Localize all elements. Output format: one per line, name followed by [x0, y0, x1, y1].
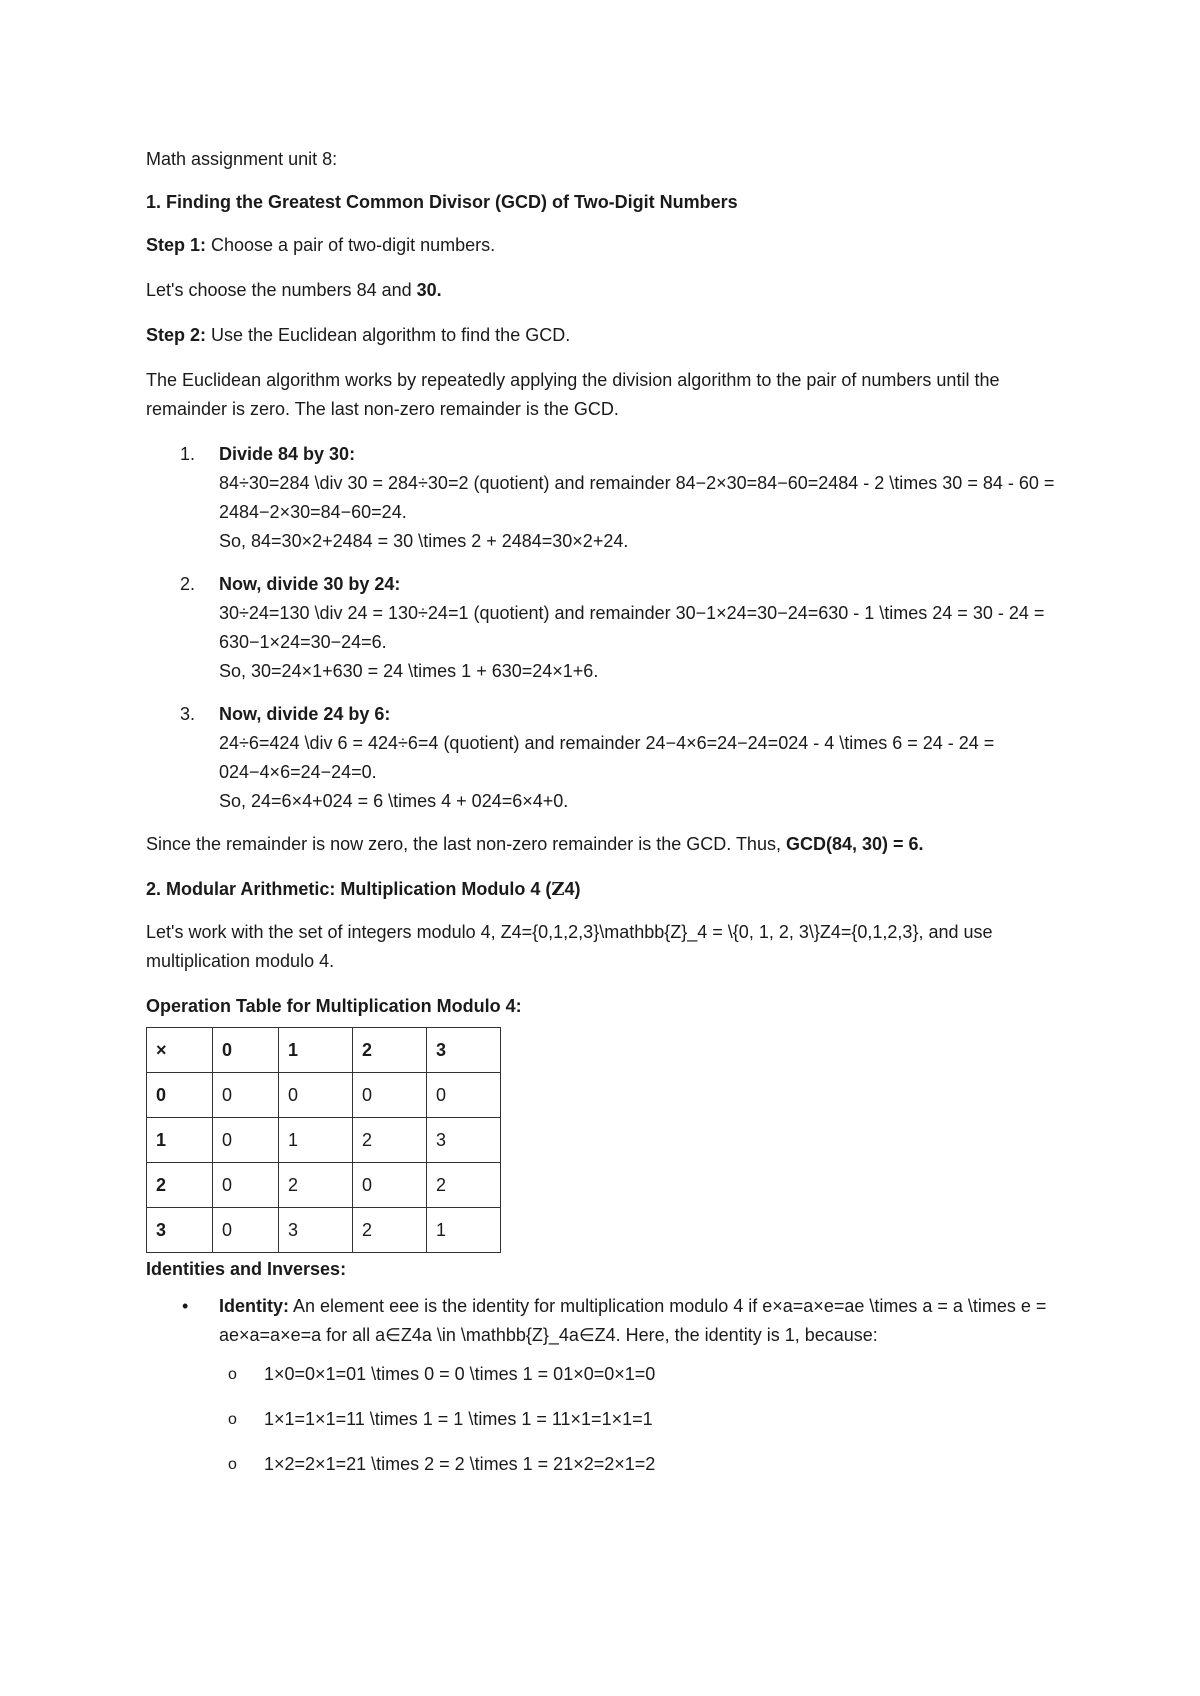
euclid-step: [146, 440, 1066, 556]
table-header-cell: 1: [279, 1028, 353, 1073]
table-cell: 0: [213, 1118, 279, 1163]
section2-heading-post: 4): [564, 879, 581, 899]
identity-text: An element eee is the identity for multiplication modulo 4 if e×a=a×e=ae \times a = a \times e = ae×a=a×e=a for all a∈Z4a \in \mathbb{Z}_4a∈Z4. Here, the identity is 1, because:: [219, 1296, 1047, 1345]
choose-pre: Let's choose the numbers: [146, 280, 357, 300]
table-header-cell: ×: [147, 1028, 213, 1073]
euclid-steps-list: [146, 440, 1066, 816]
step2-label: Step 2:: [146, 325, 207, 345]
step-title: Now, divide 24 by 6:: [219, 704, 391, 724]
table-row: [147, 1208, 501, 1253]
step-calculation: 30÷24=130 \div 24 = 130÷24=1 (quotient) and remainder 30−1×24=30−24=630 - 1 \times 24 = 30 - 24 = 630−1×24=30−24=6.: [219, 603, 1045, 652]
gcd-conclusion: [146, 830, 1066, 859]
step2-paragraph: [146, 321, 1066, 350]
table-cell: 3: [279, 1208, 353, 1253]
table-cell: 2: [353, 1118, 427, 1163]
section2-heading-pre: 2. Modular Arithmetic: Multiplication Modulo 4 (: [146, 879, 552, 899]
step-number: 2.: [180, 574, 196, 594]
step-title: Divide 84 by 30:: [219, 444, 356, 464]
step1-paragraph: [146, 231, 1066, 260]
step-number: 1.: [180, 444, 196, 464]
choose-numbers-paragraph: [146, 276, 1066, 305]
euclid-intro: The Euclidean algorithm works by repeatedly applying the division algorithm to the pair of numbers until the remainder is zero. The last non-zero remainder is the GCD.: [146, 370, 1000, 419]
identity-example: [219, 1405, 1066, 1434]
step-calculation: 84÷30=284 \div 30 = 284÷30=2 (quotient) and remainder 84−2×30=84−60=2484 - 2 \times 30 = 84 - 60 = 2484−2×30=84−60=24.: [219, 473, 1055, 522]
table-cell: 0: [213, 1163, 279, 1208]
table-cell: 0: [213, 1073, 279, 1118]
table-cell: 0: [353, 1073, 427, 1118]
document-body: [146, 145, 1066, 1495]
table-header-row: [147, 1028, 501, 1073]
table-row-header: 3: [147, 1208, 213, 1253]
table-row-header: 0: [147, 1073, 213, 1118]
table-row: [147, 1118, 501, 1163]
step1-label: Step 1:: [146, 235, 207, 255]
step-number: 3.: [180, 704, 196, 724]
step-title: Now, divide 30 by 24:: [219, 574, 401, 594]
number-b: 30.: [416, 280, 442, 300]
identity-example: [219, 1450, 1066, 1479]
table-cell: 0: [427, 1073, 501, 1118]
table-cell: 1: [427, 1208, 501, 1253]
multiplication-table: [146, 1027, 501, 1253]
step-result: So, 24=6×4+024 = 6 \times 4 + 024=6×4+0.: [219, 791, 569, 811]
step-result: So, 84=30×2+2484 = 30 \times 2 + 2484=30×2+24.: [219, 531, 629, 551]
step-calculation: 24÷6=424 \div 6 = 424÷6=4 (quotient) and remainder 24−4×6=24−24=024 - 4 \times 6 = 24 - 24 = 024−4×6=24−24=0.: [219, 733, 995, 782]
integers-z-symbol: Z: [551, 879, 565, 900]
example-text: 1×2=2×1=21 \times 2 = 2 \times 1 = 21×2=2×1=2: [264, 1454, 656, 1474]
euclid-step: [146, 700, 1066, 816]
choose-and: and: [376, 280, 417, 300]
table-cell: 0: [213, 1208, 279, 1253]
step-result: So, 30=24×1+630 = 24 \times 1 + 630=24×1+6.: [219, 661, 599, 681]
table-cell: 0: [353, 1163, 427, 1208]
table-cell: 2: [279, 1163, 353, 1208]
table-cell: 0: [279, 1073, 353, 1118]
bullet-icon: •: [182, 1296, 189, 1316]
step2-text: Use the Euclidean algorithm to find the GCD.: [206, 325, 571, 345]
table-header-cell: 2: [353, 1028, 427, 1073]
table-cell: 1: [279, 1118, 353, 1163]
number-a: 84: [356, 280, 377, 300]
section2-heading: [146, 875, 1066, 904]
identities-list: [146, 1292, 1066, 1479]
modulo-intro: Let's work with the set of integers modulo 4, Z4={0,1,2,3}\mathbb{Z}_4 = \{0, 1, 2, 3\}Z4={0,1,2,3}, and use multiplication modulo 4.: [146, 922, 993, 971]
table-row: [147, 1163, 501, 1208]
gcd-result: GCD(84, 30) = 6.: [785, 834, 924, 854]
table-row-header: 1: [147, 1118, 213, 1163]
conclusion-text: Since the remainder is now zero, the last non-zero remainder is the GCD. Thus,: [146, 834, 786, 854]
euclid-step: [146, 570, 1066, 686]
identity-example: [219, 1360, 1066, 1389]
table-row-header: 2: [147, 1163, 213, 1208]
table-cell: 2: [353, 1208, 427, 1253]
table-cell: 2: [427, 1163, 501, 1208]
identity-item: [146, 1292, 1066, 1479]
table-header-cell: 0: [213, 1028, 279, 1073]
table-cell: 3: [427, 1118, 501, 1163]
identity-label: Identity:: [219, 1296, 289, 1316]
circle-bullet-icon: o: [228, 1366, 237, 1383]
identities-heading: Identities and Inverses:: [146, 1259, 347, 1279]
table-row: [147, 1073, 501, 1118]
doc-title: Math assignment unit 8:: [146, 149, 338, 169]
step1-text: Choose a pair of two-digit numbers.: [206, 235, 496, 255]
example-text: 1×0=0×1=01 \times 0 = 0 \times 1 = 01×0=0×1=0: [264, 1364, 656, 1384]
table-heading: Operation Table for Multiplication Modulo 4:: [146, 996, 522, 1016]
table-header-cell: 3: [427, 1028, 501, 1073]
example-text: 1×1=1×1=11 \times 1 = 1 \times 1 = 11×1=1×1=1: [264, 1409, 653, 1429]
identity-examples: [219, 1360, 1066, 1479]
circle-bullet-icon: o: [228, 1456, 237, 1473]
circle-bullet-icon: o: [228, 1411, 237, 1428]
section1-heading: 1. Finding the Greatest Common Divisor (GCD) of Two-Digit Numbers: [146, 192, 738, 212]
